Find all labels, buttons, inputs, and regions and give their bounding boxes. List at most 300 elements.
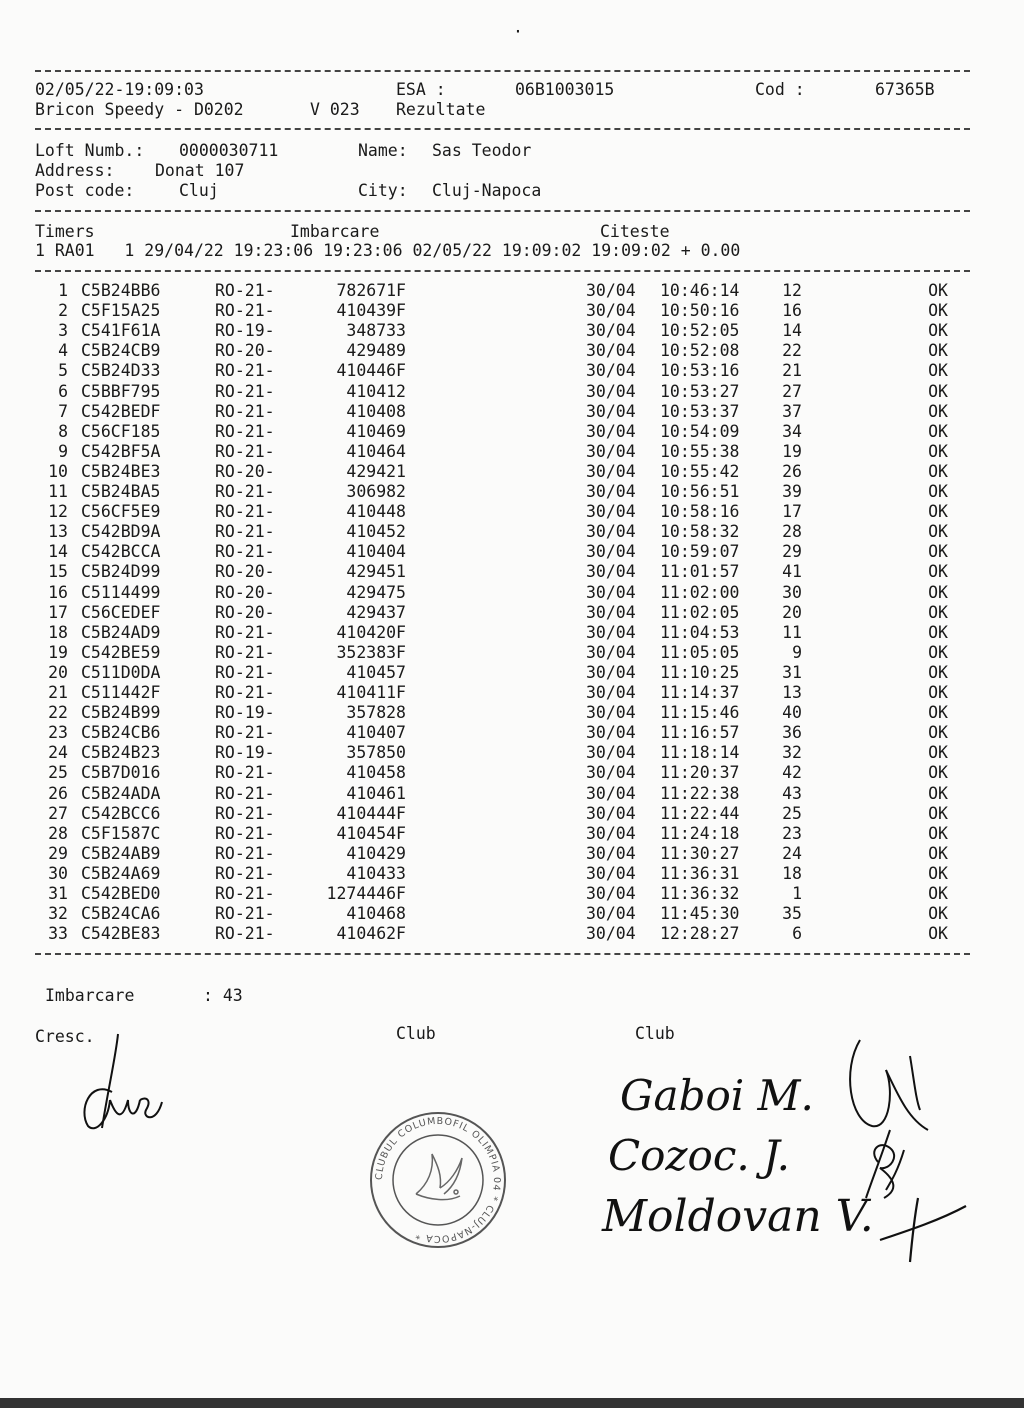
ring-series: RO-20- [215,602,275,622]
ring-series: RO-21- [215,683,275,702]
basket-position: 23 [782,823,802,843]
arrival-date: 30/04 [586,582,636,602]
address-label: Address: [35,161,115,180]
ring-number: 429421 [346,461,406,481]
arrival-date: 30/04 [586,924,636,944]
status-ok: OK [928,843,948,863]
row-number: 24 [48,743,68,763]
arrival-date: 30/04 [586,421,636,441]
breeder-signature [70,1030,180,1140]
table-row [0,924,1024,944]
chip-id: C511D0DA [81,662,161,682]
arrival-date: 30/04 [586,341,636,361]
ring-series: RO-20- [215,341,275,361]
table-row [0,763,1024,783]
ring-number: 410420F [336,622,406,642]
arrival-date: 30/04 [586,401,636,421]
row-number: 32 [48,904,68,924]
esa-label: ESA : [396,80,446,99]
basket-position: 24 [782,843,802,863]
divider [35,128,970,130]
ring-series: RO-21- [215,904,275,924]
arrival-date: 30/04 [586,642,636,662]
row-number: 30 [48,863,68,883]
table-row [0,884,1024,904]
status-ok: OK [928,703,948,723]
chip-id: C56CEDEF [81,602,161,622]
handwritten-name-2: Cozoc. J. [608,1131,790,1180]
chip-id: C5BBF795 [81,381,161,401]
status-ok: OK [928,441,948,461]
divider [35,270,970,272]
row-number: 17 [48,602,68,622]
ring-number: 410404 [346,542,406,562]
arrival-date: 30/04 [586,843,636,863]
table-row [0,442,1024,462]
basket-position: 17 [782,502,802,522]
arrival-time: 10:55:42 [660,461,740,481]
row-number: 22 [48,703,68,723]
arrival-time: 11:20:37 [660,763,740,783]
table-row [0,603,1024,623]
chip-id: C5114499 [81,582,161,602]
status-ok: OK [928,582,948,602]
status-ok: OK [928,361,948,381]
club-stamp [368,1110,508,1250]
arrival-time: 11:10:25 [660,662,740,682]
ring-series: RO-21- [215,642,275,662]
arrival-date: 30/04 [586,863,636,883]
row-number: 12 [48,502,68,522]
arrival-time: 10:52:05 [660,321,740,341]
imbarcare-total-label: Imbarcare [45,986,135,1005]
arrival-time: 10:55:38 [660,441,740,461]
table-row [0,361,1024,381]
status-ok: OK [928,502,948,522]
ring-number: 410411F [336,683,406,702]
ring-series: RO-21- [215,803,275,823]
ring-number: 410412 [346,381,406,401]
basket-position: 36 [782,723,802,743]
row-number: 7 [58,401,68,421]
status-ok: OK [928,884,948,903]
arrival-date: 30/04 [586,542,636,562]
arrival-date: 30/04 [586,622,636,642]
ring-number: 410452 [346,522,406,542]
status-ok: OK [928,321,948,341]
row-number: 18 [48,622,68,642]
arrival-time: 11:05:05 [660,642,740,662]
address-value: Donat 107 [155,161,245,180]
ring-series: RO-21- [215,884,275,903]
row-number: 16 [48,582,68,602]
basket-position: 37 [782,401,802,421]
arrival-time: 10:52:08 [660,341,740,361]
postcode-value: Cluj [179,181,219,200]
table-row [0,341,1024,361]
arrival-time: 10:58:16 [660,502,740,522]
row-number: 26 [48,783,68,803]
table-row [0,824,1024,844]
arrival-time: 11:36:32 [660,884,740,903]
arrival-date: 30/04 [586,723,636,743]
chip-id: C542BED0 [81,884,161,903]
arrival-time: 10:54:09 [660,421,740,441]
chip-id: C542BE83 [81,924,161,944]
ring-number: 429475 [346,582,406,602]
chip-id: C5B24CA6 [81,904,161,924]
table-row [0,321,1024,341]
basket-position: 9 [792,642,802,662]
city-label: City: [358,181,408,200]
table-row [0,904,1024,924]
table-row [0,562,1024,582]
ring-number: 782671F [336,281,406,300]
ring-series: RO-21- [215,522,275,542]
cod-value: 67365B [875,80,935,99]
row-number: 25 [48,763,68,783]
arrival-time: 10:53:16 [660,361,740,381]
ring-series: RO-21- [215,482,275,501]
row-number: 13 [48,522,68,542]
imbarcare-label: Imbarcare [290,222,380,241]
row-number: 19 [48,642,68,662]
club-label-1: Club [396,1024,436,1043]
status-ok: OK [928,542,948,562]
chip-id: C5B24D99 [81,562,161,582]
basket-position: 31 [782,662,802,682]
table-row [0,542,1024,562]
chip-id: C542BCC6 [81,803,161,823]
basket-position: 19 [782,441,802,461]
chip-id: C542BEDF [81,401,161,421]
chip-id: C541F61A [81,321,161,341]
row-number: 20 [48,662,68,682]
row-number: 8 [58,421,68,441]
city-value: Cluj-Napoca [432,181,542,200]
status-ok: OK [928,301,948,321]
section-title: Rezultate [396,100,486,119]
status-ok: OK [928,421,948,441]
table-row [0,804,1024,824]
ring-number: 410407 [346,723,406,743]
member-signatures [820,1030,980,1270]
status-ok: OK [928,863,948,883]
table-row [0,723,1024,743]
ring-series: RO-21- [215,863,275,883]
status-ok: OK [928,743,948,763]
table-row [0,623,1024,643]
arrival-time: 11:30:27 [660,843,740,863]
ring-series: RO-19- [215,703,275,723]
status-ok: OK [928,683,948,702]
chip-id: C5B24BE3 [81,461,161,481]
ring-number: 306982 [346,482,406,501]
ring-number: 410461 [346,783,406,803]
arrival-time: 11:14:37 [660,683,740,702]
ring-series: RO-21- [215,401,275,421]
esa-value: 06B1003015 [515,80,615,99]
ring-number: 410462F [336,924,406,944]
arrival-time: 11:01:57 [660,562,740,582]
arrival-date: 30/04 [586,321,636,341]
name-label: Name: [358,141,408,160]
citeste-label: Citeste [600,222,670,241]
ring-series: RO-21- [215,723,275,743]
ring-number: 410439F [336,301,406,321]
ring-number: 410464 [346,441,406,461]
basket-position: 32 [782,743,802,763]
ring-number: 410433 [346,863,406,883]
status-ok: OK [928,622,948,642]
arrival-date: 30/04 [586,823,636,843]
arrival-date: 30/04 [586,301,636,321]
row-number: 9 [58,441,68,461]
status-ok: OK [928,341,948,361]
arrival-time: 12:28:27 [660,924,740,944]
ring-series: RO-21- [215,542,275,562]
arrival-date: 30/04 [586,783,636,803]
handwritten-name-1: Gaboi M. [620,1071,814,1120]
ring-series: RO-20- [215,562,275,582]
status-ok: OK [928,783,948,803]
basket-position: 14 [782,321,802,341]
imbarcare-total-value: : 43 [203,986,243,1005]
device-version: V 023 [310,100,360,119]
ring-series: RO-21- [215,361,275,381]
basket-position: 34 [782,421,802,441]
table-row [0,462,1024,482]
row-number: 28 [48,823,68,843]
status-ok: OK [928,823,948,843]
cresc-label: Cresc. [35,1027,95,1046]
arrival-time: 11:45:30 [660,904,740,924]
report-datetime: 02/05/22-19:09:03 [35,80,204,99]
chip-id: C542BF5A [81,441,161,461]
basket-position: 6 [792,924,802,944]
chip-id: C56CF5E9 [81,502,161,522]
ring-number: 352383F [336,642,406,662]
basket-position: 16 [782,301,802,321]
table-row [0,743,1024,763]
row-number: 14 [48,542,68,562]
table-row [0,281,1024,301]
arrival-date: 30/04 [586,502,636,522]
table-row [0,643,1024,663]
ring-number: 429451 [346,562,406,582]
ring-number: 429437 [346,602,406,622]
basket-position: 39 [782,482,802,501]
status-ok: OK [928,642,948,662]
ring-series: RO-21- [215,843,275,863]
basket-position: 29 [782,542,802,562]
ring-series: RO-21- [215,924,275,944]
ring-series: RO-21- [215,281,275,300]
divider [35,210,970,212]
basket-position: 25 [782,803,802,823]
ring-number: 1274446F [326,884,406,903]
arrival-date: 30/04 [586,482,636,501]
cod-label: Cod : [755,80,805,99]
ring-series: RO-21- [215,763,275,783]
chip-id: C542BE59 [81,642,161,662]
arrival-date: 30/04 [586,904,636,924]
basket-position: 30 [782,582,802,602]
svg-text:CLUBUL COLUMBOFIL OLIMPIA 04 *: CLUBUL COLUMBOFIL OLIMPIA 04 * CLUJ-NAPOCA * [373,1115,503,1245]
club-label-2: Club [635,1024,675,1043]
arrival-time: 10:53:27 [660,381,740,401]
chip-id: C56CF185 [81,421,161,441]
ring-number: 410444F [336,803,406,823]
basket-position: 28 [782,522,802,542]
chip-id: C5F15A25 [81,301,161,321]
basket-position: 20 [782,602,802,622]
basket-position: 22 [782,341,802,361]
timers-label: Timers [35,222,95,241]
ring-number: 410468 [346,904,406,924]
ring-series: RO-21- [215,622,275,642]
loft-label: Loft Numb.: [35,141,145,160]
chip-id: C5B24CB9 [81,341,161,361]
arrival-time: 10:56:51 [660,482,740,501]
table-row [0,663,1024,683]
status-ok: OK [928,381,948,401]
ring-number: 410429 [346,843,406,863]
row-number: 2 [58,301,68,321]
status-ok: OK [928,763,948,783]
arrival-date: 30/04 [586,884,636,903]
scan-edge [0,1398,1024,1408]
ring-number: 357828 [346,703,406,723]
ring-series: RO-21- [215,662,275,682]
basket-position: 18 [782,863,802,883]
basket-position: 12 [782,281,802,300]
stray-mark: · [513,22,523,41]
status-ok: OK [928,482,948,501]
arrival-date: 30/04 [586,763,636,783]
ring-series: RO-21- [215,441,275,461]
chip-id: C5B24A69 [81,863,161,883]
row-number: 11 [48,482,68,501]
arrival-time: 10:50:16 [660,301,740,321]
arrival-date: 30/04 [586,662,636,682]
row-number: 31 [48,884,68,903]
basket-position: 26 [782,461,802,481]
row-number: 29 [48,843,68,863]
loft-value: 0000030711 [179,141,279,160]
chip-id: C5B24AB9 [81,843,161,863]
arrival-date: 30/04 [586,703,636,723]
row-number: 3 [58,321,68,341]
status-ok: OK [928,803,948,823]
ring-number: 410408 [346,401,406,421]
basket-position: 27 [782,381,802,401]
basket-position: 11 [782,622,802,642]
arrival-time: 11:18:14 [660,743,740,763]
arrival-time: 11:02:00 [660,582,740,602]
table-row [0,864,1024,884]
ring-series: RO-19- [215,321,275,341]
row-number: 1 [58,281,68,300]
table-row [0,583,1024,603]
arrival-time: 11:02:05 [660,602,740,622]
row-number: 4 [58,341,68,361]
arrival-time: 11:04:53 [660,622,740,642]
arrival-time: 11:15:46 [660,703,740,723]
arrival-date: 30/04 [586,441,636,461]
status-ok: OK [928,562,948,582]
status-ok: OK [928,281,948,300]
ring-series: RO-21- [215,301,275,321]
arrival-date: 30/04 [586,743,636,763]
chip-id: C5B24AD9 [81,622,161,642]
table-row [0,301,1024,321]
arrival-date: 30/04 [586,683,636,702]
status-ok: OK [928,904,948,924]
arrival-date: 30/04 [586,381,636,401]
ring-series: RO-20- [215,461,275,481]
chip-id: C5F1587C [81,823,161,843]
arrival-time: 10:46:14 [660,281,740,300]
row-number: 23 [48,723,68,743]
table-row [0,703,1024,723]
divider [35,953,970,955]
arrival-date: 30/04 [586,602,636,622]
ring-number: 410454F [336,823,406,843]
ring-series: RO-21- [215,381,275,401]
ring-number: 348733 [346,321,406,341]
chip-id: C5B24B23 [81,743,161,763]
timer-line: 1 RA01 1 29/04/22 19:23:06 19:23:06 02/05/22 19:09:02 19:09:02 + 0.00 [35,241,741,260]
ring-number: 410448 [346,502,406,522]
status-ok: OK [928,723,948,743]
row-number: 5 [58,361,68,381]
status-ok: OK [928,522,948,542]
chip-id: C511442F [81,683,161,702]
arrival-time: 10:53:37 [660,401,740,421]
dove-icon [416,1154,462,1200]
chip-id: C5B24CB6 [81,723,161,743]
ring-series: RO-21- [215,783,275,803]
row-number: 27 [48,803,68,823]
ring-number: 410458 [346,763,406,783]
basket-position: 21 [782,361,802,381]
handwritten-name-3: Moldovan V. [602,1191,874,1242]
status-ok: OK [928,461,948,481]
row-number: 15 [48,562,68,582]
chip-id: C5B24D33 [81,361,161,381]
basket-position: 13 [782,683,802,702]
table-row [0,382,1024,402]
arrival-time: 11:22:44 [660,803,740,823]
arrival-time: 10:59:07 [660,542,740,562]
arrival-time: 10:58:32 [660,522,740,542]
chip-id: C542BCCA [81,542,161,562]
arrival-date: 30/04 [586,281,636,300]
divider [35,70,970,72]
row-number: 6 [58,381,68,401]
arrival-time: 11:16:57 [660,723,740,743]
chip-id: C5B7D016 [81,763,161,783]
basket-position: 40 [782,703,802,723]
arrival-date: 30/04 [586,522,636,542]
ring-series: RO-19- [215,743,275,763]
arrival-date: 30/04 [586,803,636,823]
arrival-date: 30/04 [586,361,636,381]
ring-series: RO-20- [215,582,275,602]
table-row [0,422,1024,442]
status-ok: OK [928,401,948,421]
